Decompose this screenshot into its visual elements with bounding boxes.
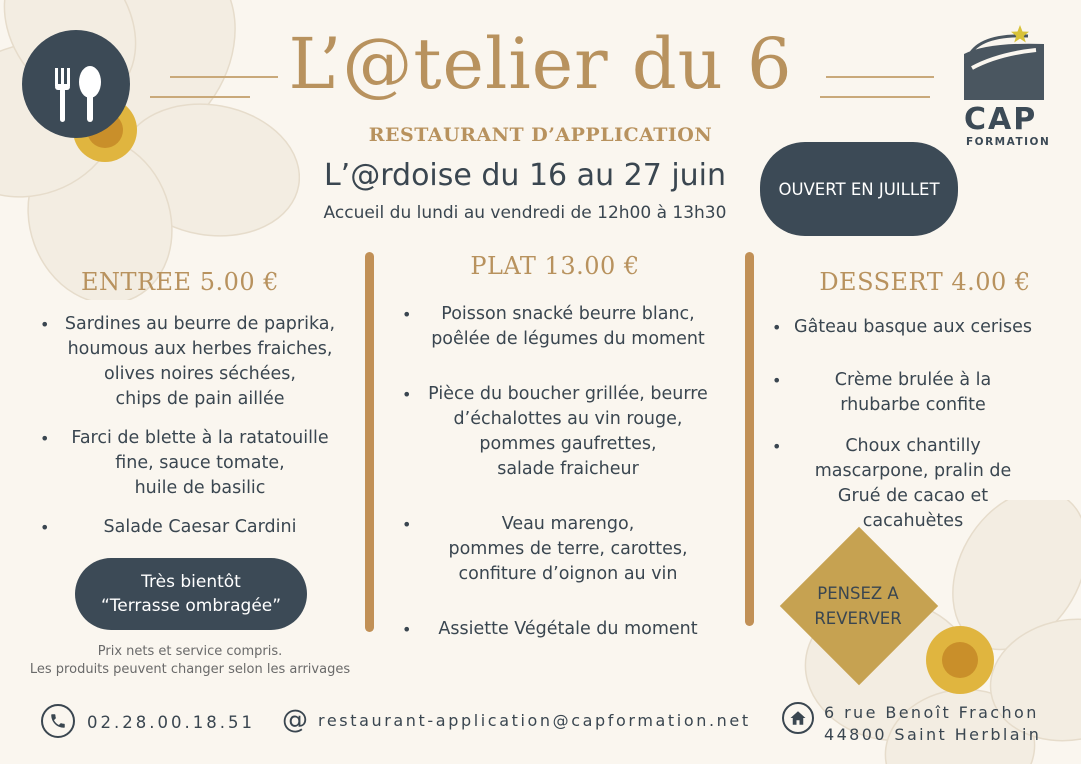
dessert-list (768, 315, 1058, 534)
phone-number[interactable]: 02.28.00.18.51 (87, 713, 255, 732)
open-july-label: OUVERT EN JUILLET (778, 179, 940, 199)
terrasse-promo (75, 558, 307, 630)
bullet-icon: • (40, 429, 50, 448)
bullet-icon: • (772, 371, 782, 390)
bullet-icon: • (40, 518, 50, 537)
plat-item: • Pièce du boucher grillée, beurre d’échalottes au vin rouge, pommes gaufrettes, salade fraicheur (402, 384, 708, 479)
bullet-icon: • (772, 437, 782, 456)
column-divider-left (365, 252, 374, 632)
ardoise-dates: L’@rdoise du 16 au 27 juin (323, 158, 727, 193)
dessert-item: • Crème brulée à la rhubarbe confite (772, 370, 992, 415)
plat-item: • Poisson snacké beurre blanc, poêlée de légumes du moment (402, 304, 705, 349)
plat-item: • Veau marengo, pommes de terre, carottes, confiture d’oignon au vin (402, 514, 688, 584)
home-icon (782, 702, 814, 734)
entree-item: • Salade Caesar Cardini (40, 515, 360, 540)
column-divider-right (745, 252, 754, 626)
plat-item: • Assiette Végétale du moment (398, 617, 738, 642)
reserve-text: PENSEZ A REVERVER (814, 584, 902, 628)
promo-line-1: Très bientôt (141, 572, 241, 592)
bullet-icon: • (402, 305, 412, 324)
phone-icon (41, 704, 75, 738)
entree-list (40, 312, 360, 540)
plat-list (398, 302, 738, 642)
bullet-icon: • (40, 315, 50, 334)
pricing-note: Prix nets et service compris. Les produits peuvent changer selon les arrivages (29, 644, 351, 677)
entree-item: • Sardines au beurre de paprika, houmous aux herbes fraiches, olives noires séchées, chips de pain aillée (40, 314, 336, 409)
restaurant-subtitle: RESTAURANT D’APPLICATION (368, 124, 713, 146)
dessert-item: • Gâteau basque aux cerises (768, 315, 1058, 340)
opening-hours: Accueil du lundi au vendredi de 12h00 à 13h30 (323, 203, 727, 223)
open-july-badge (760, 142, 958, 236)
promo-line-2: “Terrasse ombragée” (100, 596, 282, 616)
cap-logo-text: CAP (964, 102, 1038, 137)
address: 6 rue Benoît Frachon 44800 Saint Herblain (824, 703, 1042, 744)
bullet-icon: • (402, 620, 412, 639)
entree-item: • Farci de blette à la ratatouille fine, sauce tomate, huile de basilic (40, 428, 329, 498)
bullet-icon: • (402, 385, 412, 404)
dessert-heading: DESSERT 4.00 € (819, 268, 1031, 296)
restaurant-title: L’@telier du 6 (288, 23, 793, 105)
at-icon: @ (282, 705, 308, 735)
formation-logo-text: FORMATION (966, 136, 1051, 148)
plat-heading: PLAT 13.00 € (470, 252, 640, 280)
email-link[interactable]: restaurant-application@capformation.net (318, 711, 751, 730)
entree-heading: ENTREE 5.00 € (80, 268, 280, 296)
bullet-icon: • (772, 318, 782, 337)
bullet-icon: • (402, 515, 412, 534)
dessert-item: • Choux chantilly mascarpone, pralin de Grué de cacao et cacahuètes (772, 436, 1012, 531)
